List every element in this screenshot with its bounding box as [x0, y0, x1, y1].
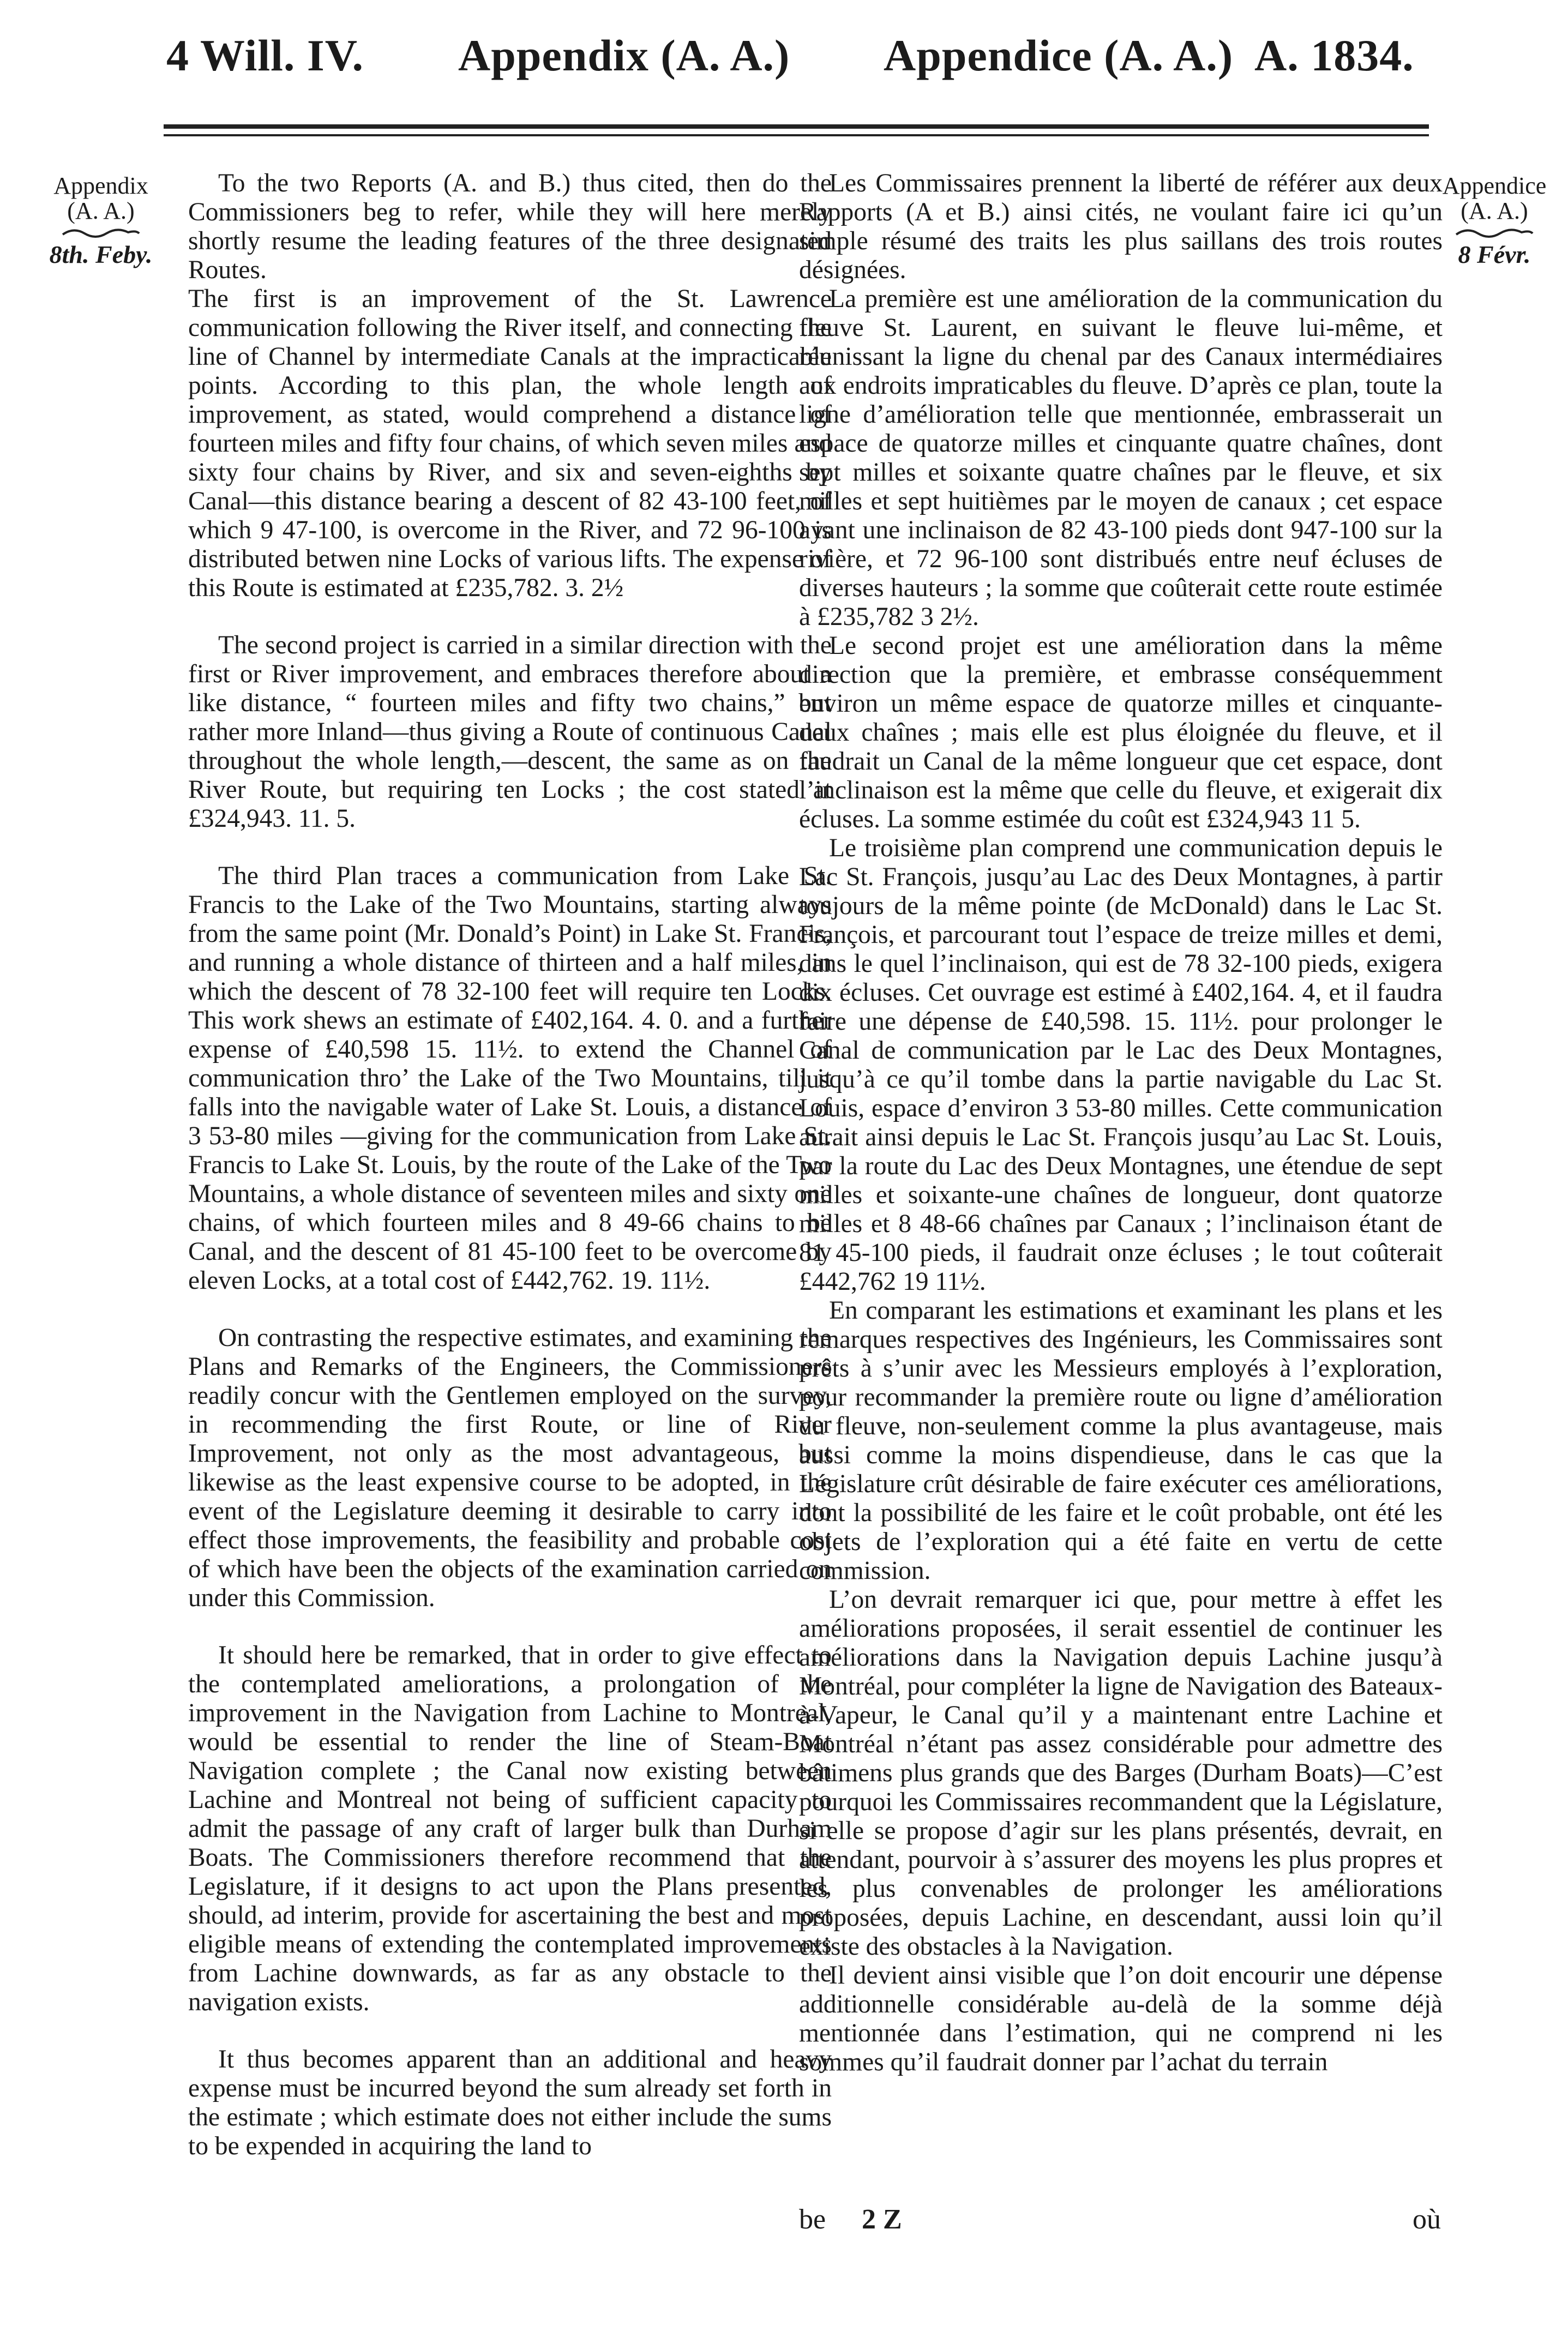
margin-appendice-label: Appendice [1442, 172, 1547, 199]
catchword-french: où [1413, 2204, 1441, 2235]
french-paragraph-6: L’on devrait remarquer ici que, pour mettre à effet les améliorations proposées, il serait essentiel de continuer les améliorations dans la Navigation depuis Lachine jusqu’à Montréal, pour compléter la ligne de Navigation des Bateaux-à-Vapeur, le Canal qu’il y a maintenant entre Lachine et Montréal n’étant pas assez considérable pour admettre des bâtimens plus grands que des Barges (Durham Boats)—C’est pourquoi les Commissaires recommandent que la Législature, si elle se propose d’agir sur les plans présentés, devrait, en attendant, pourvoir à s’assurer des moyens les plus propres et les plus convenables de prolonger les améliorations proposées, depuis Lachine, en descendant, aussi loin qu’il existe des obstacles à la Navigation. [799, 1585, 1443, 1961]
margin-appendix-label: Appendix [53, 172, 148, 199]
english-paragraph-4: On contrasting the respective estimates, and examining the Plans and Remarks of the Engineers, the Commissioners readily concur with the Gentlemen employed on the survey, in recommending the first Route, or line of River Improvement, not only as the most advantageous, but likewise as the least expensive course to be adopted, in the event of the Legislature deeming it desirable to carry into effect those improvements, the feasibility and probable cost of which have been the objects of the examination carried on under this Commission. [188, 1324, 832, 1612]
header-appendix-en: Appendix (A. A.) [458, 31, 790, 80]
right-margin-note [1426, 173, 1563, 267]
english-paragraph-5: It should here be remarked, that in order to give effect to the contemplated ameliorations, a prolongation of the improvement in the Navigation from Lachine to Montreal, would be essential to render the line of Steam-Boat Navigation complete ; the Canal now existing between Lachine and Montreal not being of sufficient capacity to admit the passage of any craft of larger bulk than Durham Boats. The Commissioners therefore recommend that the Legislature, if it designs to act upon the Plans presented, should, ad interim, provide for ascertaining the best and most eligible means of extending the contemplated improvements from Lachine downwards, as far as any obstacle to the navigation exists. [188, 1641, 832, 2016]
margin-appendix-code: (A. A.) [67, 197, 135, 224]
margin-appendice-code: (A. A.) [1461, 197, 1528, 224]
french-paragraph-4: Le troisième plan comprend une communication depuis le Lac St. François, jusqu’au Lac des Deux Montagnes, à partir toujours de la même pointe (de McDonald) dans le Lac St. François, et parcourant tout l’espace de treize milles et demi, dans le quel l’inclinaison, qui est de 78 32-100 pieds, exigera dix écluses. Cet ouvrage est estimé à £402,164. 4, et il faudra faire une dépense de £40,598. 15. 11½. pour prolonger le Canal de communication par le Lac des Deux Montagnes, jusqu’à ce qu’il tombe dans la partie navigable du Lac St. Louis, espace d’environ 3 53-80 milles. Cette communication aurait ainsi depuis le Lac St. François jusqu’au Lac St. Louis, par la route du Lac des Deux Montagnes, une étendue de sept milles et soixante-une chaînes de longueur, dont quatorze milles et 8 48-66 chaînes par Canaux ; l’inclinaison étant de 81 45-100 pieds, il faudrait onze écluses ; le tout coûterait £442,762 19 11½. [799, 834, 1443, 1296]
header-appendix-fr: Appendice (A. A.) [884, 31, 1234, 80]
english-column [188, 169, 832, 2189]
flourish-icon [60, 226, 142, 240]
french-paragraph-7: Il devient ainsi visible que l’on doit encourir une dépense additionnelle considérable au-delà de la somme déjà mentionnée dans l’estimation, qui ne comprend ni les sommes qu’il faudrait donner par l’achat du terrain [799, 1961, 1443, 2076]
header-rule-thin [164, 134, 1429, 136]
header-regnal-year: 4 Will. IV. [166, 31, 364, 80]
french-paragraph-2: La première est une amélioration de la communication du fleuve St. Laurent, en suivant le fleuve lui-même, et réunissant la ligne du chenal par des Canaux intermédiaires aux endroits impraticables du fleuve. D’après ce plan, toute la ligne d’amélioration telle que mentionnée, embrasserait un espace de quatorze milles et cinquante quatre chaînes, dont sept milles et soixante quatre chaînes par le fleuve, et six milles et sept huitièmes par le moyen de canaux ; cet espace ayant une inclinaison de 82 43-100 pieds dont 947-100 sur la rivière, et 72 96-100 sont distribués entre neuf écluses de diverses hauteurs ; la somme que coûterait cette route estimée à £235,782 3 2½. [799, 285, 1443, 631]
english-paragraph-6: It thus becomes apparent than an additional and heavy expense must be incurred beyond the sum already set forth in the estimate ; which estimate does not either include the sums to be expended in acquiring the land to [188, 2045, 832, 2160]
french-paragraph-3: Le second projet est une amélioration dans la même direction que la première, et embrasse conséquemment environ un même espace de quatorze milles et cinquante-deux chaînes ; mais elle est plus éloignée du fleuve, et il faudrait un Canal de la même longueur que cet espace, dont l’inclinaison est la même que celle du fleuve, et exigerait dix écluses. La somme estimée du coût est £324,943 11 5. [799, 632, 1443, 833]
english-paragraph-1: To the two Reports (A. and B.) thus cited, then do the Commissioners beg to refer, while they will here merely shortly resume the leading features of the three designated Routes. The first is an improvement of the St. Lawrence communication following the River itself, and connecting the line of Channel by intermediate Canals at the impracticable points. According to this plan, the whole length of improvement, as stated, would comprehend a distance of fourteen miles and fifty four chains, of which seven miles and sixty four chains by River, and six and seven-eighths by Canal—this distance bearing a descent of 82 43-100 feet, of which 9 47-100, is overcome in the River, and 72 96-100 is distributed betwen nine Locks of various lifts. The expense of this Route is estimated at £235,782. 3. 2½ [188, 169, 832, 602]
french-column [799, 169, 1443, 2077]
catchword-english: be [799, 2204, 826, 2235]
header-year: A. 1834. [1254, 31, 1414, 80]
left-margin-note [33, 173, 169, 267]
english-paragraph-3: The third Plan traces a communication from Lake St. Francis to the Lake of the Two Mountains, starting always from the same point (Mr. Donald’s Point) in Lake St. Francis, and running a whole distance of thirteen and a half miles, in which the descent of 78 32-100 feet will require ten Locks. This work shews an estimate of £402,164. 4. 0. and a further expense of £40,598 15. 11½. to extend the Channel of communication thro’ the Lake of the Two Mountains, till it falls into the navigable water of Lake St. Louis, a distance of 3 53-80 miles —giving for the communication from Lake St. Francis to Lake St. Louis, by the route of the Lake of the Two Mountains, a whole distance of seventeen miles and sixty one chains, of which fourteen miles and 8 49-66 chains to be Canal, and the descent of 81 45-100 feet to be overcome by eleven Locks, at a total cost of £442,762. 19. 11½. [188, 862, 832, 1295]
english-paragraph-2: The second project is carried in a similar direction with the first or River improvement, and embraces therefore about a like distance, “ fourteen miles and fifty two chains,” but rather more Inland—thus giving a Route of continuous Canal throughout the whole length,—descent, the same as on the River Route, but requiring ten Locks ; the cost stated at £324,943. 11. 5. [188, 631, 832, 833]
margin-date-fr: 8 Févr. [1458, 241, 1531, 268]
french-paragraph-1: Les Commissaires prennent la liberté de référer aux deux Rapports (A et B.) ainsi cités, ne voulant faire ici qu’un simple résumé des traits les plus saillans des trois routes désignées. [799, 169, 1443, 284]
french-paragraph-5: En comparant les estimations et examinant les plans et les remarques respectives des Ingénieurs, les Commissaires sont prêts à s’unir avec les Messieurs employés à l’exploration, pour recommander la première route ou ligne d’amélioration du fleuve, non-seulement comme la plus avantageuse, mais aussi comme la moins dispendieuse, dans le cas que la Législature crût désirable de faire exécuter ces améliorations, dont la possibilité de les faire et le coût probable, ont été les objets de l’exploration qui a été faite en vertu de cette commission. [799, 1296, 1443, 1585]
flourish-icon [1453, 226, 1535, 240]
signature-mark: 2 Z [862, 2204, 902, 2235]
margin-date: 8th. Feby. [49, 241, 153, 268]
header-rule-thick [164, 124, 1429, 129]
